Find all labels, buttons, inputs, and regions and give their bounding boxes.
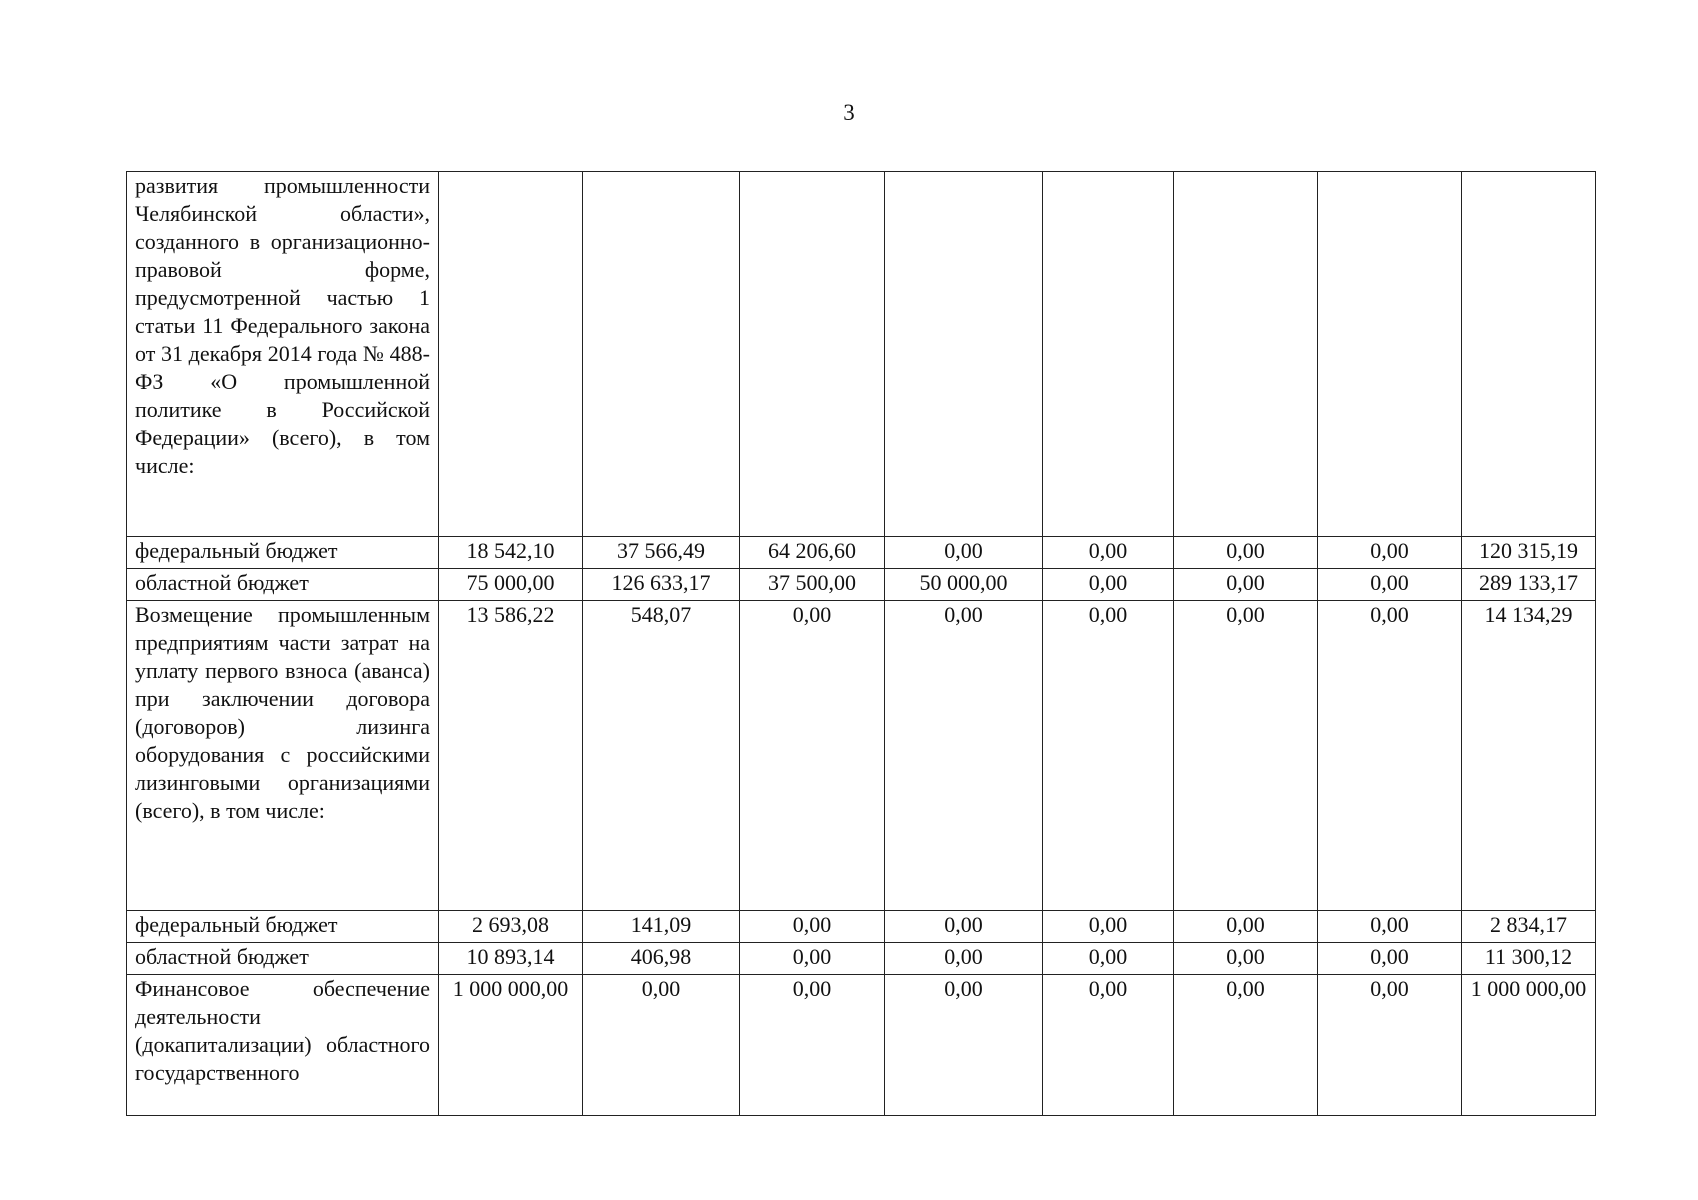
value-cell: 75 000,00 — [439, 569, 583, 601]
total-cell: 11 300,12 — [1462, 943, 1596, 975]
value-cell — [885, 172, 1043, 537]
total-cell: 14 134,29 — [1462, 601, 1596, 911]
value-cell: 0,00 — [885, 975, 1043, 1116]
value-cell — [439, 172, 583, 537]
value-cell: 0,00 — [885, 537, 1043, 569]
value-cell: 548,07 — [583, 601, 740, 911]
row-label: Финансовое обеспечение деятельности (докапитализации) областного государственного — [127, 975, 439, 1116]
value-cell: 0,00 — [1318, 601, 1462, 911]
table-row — [127, 601, 1596, 911]
row-label: областной бюджет — [127, 569, 439, 601]
value-cell: 0,00 — [740, 601, 885, 911]
value-cell: 0,00 — [1043, 975, 1174, 1116]
value-cell: 0,00 — [1174, 975, 1318, 1116]
total-cell: 289 133,17 — [1462, 569, 1596, 601]
table-row — [127, 569, 1596, 601]
value-cell: 0,00 — [1318, 911, 1462, 943]
value-cell: 0,00 — [740, 943, 885, 975]
total-cell: 1 000 000,00 — [1462, 975, 1596, 1116]
row-label: Возмещение промышленным предприятиям части затрат на уплату первого взноса (аванса) при заключении договора (договоров) лизинга оборудования с российскими лизинговыми организациями (всего), в том числе: — [127, 601, 439, 911]
value-cell — [1174, 172, 1318, 537]
table-row — [127, 172, 1596, 537]
value-cell: 0,00 — [1174, 569, 1318, 601]
value-cell: 406,98 — [583, 943, 740, 975]
value-cell: 0,00 — [1318, 569, 1462, 601]
value-cell: 0,00 — [1043, 601, 1174, 911]
value-cell: 10 893,14 — [439, 943, 583, 975]
value-cell — [1043, 172, 1174, 537]
value-cell: 13 586,22 — [439, 601, 583, 911]
budget-table — [126, 171, 1596, 1116]
value-cell: 0,00 — [1318, 943, 1462, 975]
value-cell: 0,00 — [1043, 911, 1174, 943]
value-cell: 0,00 — [885, 943, 1043, 975]
value-cell: 0,00 — [1318, 537, 1462, 569]
table-row — [127, 975, 1596, 1116]
value-cell — [1318, 172, 1462, 537]
value-cell: 0,00 — [1174, 911, 1318, 943]
value-cell: 50 000,00 — [885, 569, 1043, 601]
value-cell: 37 500,00 — [740, 569, 885, 601]
value-cell: 0,00 — [1174, 943, 1318, 975]
value-cell: 0,00 — [740, 911, 885, 943]
value-cell — [583, 172, 740, 537]
total-cell: 2 834,17 — [1462, 911, 1596, 943]
value-cell: 0,00 — [1043, 943, 1174, 975]
value-cell: 0,00 — [1043, 569, 1174, 601]
value-cell: 2 693,08 — [439, 911, 583, 943]
value-cell: 37 566,49 — [583, 537, 740, 569]
value-cell: 0,00 — [1174, 601, 1318, 911]
page-number: 3 — [843, 100, 855, 125]
value-cell: 18 542,10 — [439, 537, 583, 569]
row-label: федеральный бюджет — [127, 911, 439, 943]
value-cell: 0,00 — [740, 975, 885, 1116]
value-cell: 0,00 — [885, 911, 1043, 943]
table-row — [127, 911, 1596, 943]
value-cell: 0,00 — [1318, 975, 1462, 1116]
row-label: федеральный бюджет — [127, 537, 439, 569]
total-cell — [1462, 172, 1596, 537]
value-cell: 126 633,17 — [583, 569, 740, 601]
table-row — [127, 537, 1596, 569]
value-cell: 64 206,60 — [740, 537, 885, 569]
value-cell: 1 000 000,00 — [439, 975, 583, 1116]
value-cell: 141,09 — [583, 911, 740, 943]
value-cell — [740, 172, 885, 537]
table-row — [127, 943, 1596, 975]
value-cell: 0,00 — [885, 601, 1043, 911]
value-cell: 0,00 — [1043, 537, 1174, 569]
total-cell: 120 315,19 — [1462, 537, 1596, 569]
row-label: развития промышленности Челябинской области», созданного в организационно-правовой форме, предусмотренной частью 1 статьи 11 Федерального закона от 31 декабря 2014 года № 488-ФЗ «О промышленной политике в Российской Федерации» (всего), в том числе: — [127, 172, 439, 537]
row-label: областной бюджет — [127, 943, 439, 975]
value-cell: 0,00 — [1174, 537, 1318, 569]
value-cell: 0,00 — [583, 975, 740, 1116]
